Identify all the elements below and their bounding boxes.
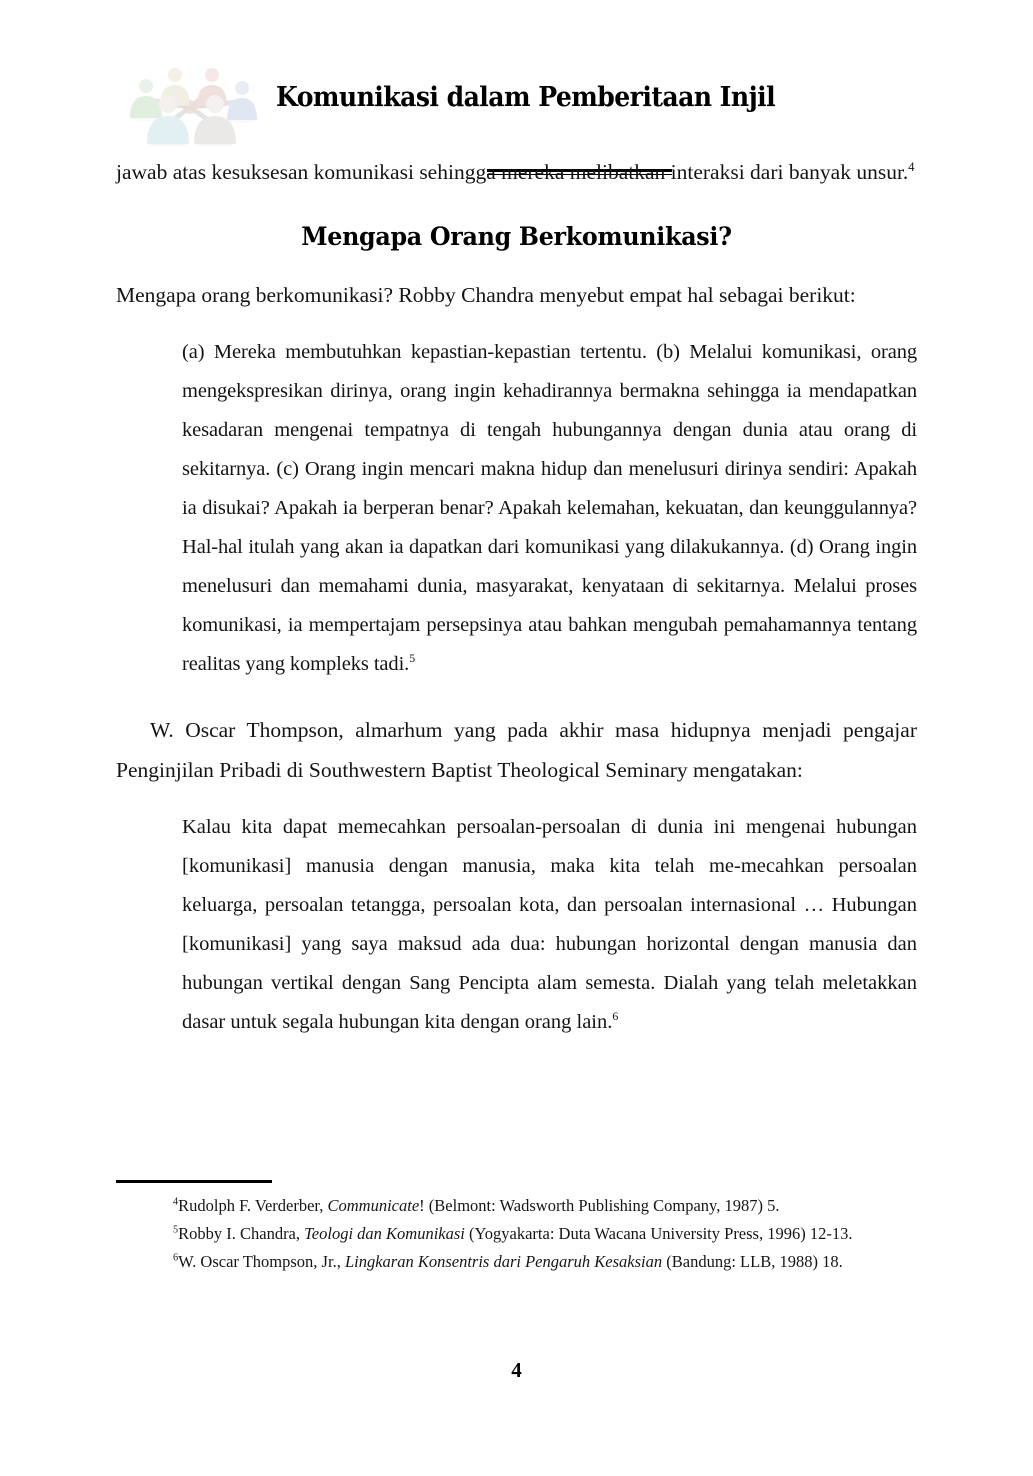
body-text-column	[116, 152, 917, 1042]
footnote-number: 5	[173, 1224, 179, 1236]
footnote-title: Lingkaran Konsentris dari Pengaruh Kesaksian	[344, 1252, 663, 1271]
section-heading: Mengapa Orang Berkomunikasi?	[301, 222, 732, 251]
blockquote-thompson	[116, 808, 917, 1042]
footnote-item	[113, 1249, 925, 1275]
continued-paragraph-text: jawab atas kesuksesan komunikasi sehingga mereka melibatkan interaksi dari banyak unsur.	[116, 160, 909, 184]
footnote-publication: ! (Belmont: Wadsworth Publishing Company, 1987) 5.	[419, 1196, 780, 1215]
people-network-logo-icon	[116, 60, 264, 146]
footnote-title: Teologi dan Komunikasi	[304, 1224, 465, 1243]
footnote-separator-rule	[116, 1180, 272, 1183]
footnote-marker-5: 5	[409, 651, 416, 666]
footnote-item	[113, 1193, 925, 1219]
footnote-title: Communicate	[327, 1196, 420, 1215]
footnote-publication: (Yogyakarta: Duta Wacana University Press, 1996) 12-13.	[464, 1224, 853, 1243]
blockquote-chandra-text: (a) Mereka membutuhkan kepastian-kepastian tertentu. (b) Melalui komunikasi, orang mengekspresikan dirinya, orang ingin kehadirannya bermakna sehingga ia mendapatkan kesadaran mengenai tempatnya di tengah hubungannya dengan dunia atau orang di sekitarnya. (c) Orang ingin mencari makna hidup dan menelusuri dirinya sendiri: Apakah ia disukai? Apakah ia berperan benar? Apakah kelemahan, kekuatan, dan keunggulannya? Hal-hal itulah yang akan ia dapatkan dari komunikasi yang dilakukannya. (d) Orang ingin menelusuri dan memahami dunia, masyarakat, kenyataan di sekitarnya. Melalui proses komunikasi, ia mempertajam persepsinya atau bahkan mengubah pemahamannya tentang realitas yang kompleks tadi.	[182, 341, 917, 675]
footnotes-section	[113, 1180, 925, 1275]
blockquote-chandra	[116, 333, 917, 684]
spacer	[116, 684, 917, 710]
footnote-author: Rudolph F. Verderber,	[178, 1196, 328, 1215]
blockquote-thompson-text: Kalau kita dapat memecahkan persoalan-persoalan di dunia ini mengenai hubungan [komunikasi] manusia dengan manusia, maka kita telah me-mecahkan persoalan keluarga, persoalan tetangga, persoalan kota, dan persoalan internasional … Hubungan [komunikasi] yang saya maksud ada dua: hubungan horizontal dengan manusia dan hubungan vertikal dengan Sang Pencipta alam semesta. Dialah yang telah meletakkan dasar untuk segala hubungan kita dengan orang lain.	[182, 816, 917, 1033]
thompson-paragraph: W. Oscar Thompson, almarhum yang pada akhir masa hidupnya menjadi pengajar Penginjilan Pribadi di Southwestern Baptist Theological Seminary mengatakan:	[116, 718, 917, 782]
running-header	[116, 58, 926, 150]
footnote-author: W. Oscar Thompson, Jr.,	[178, 1252, 345, 1271]
continued-paragraph	[116, 152, 917, 192]
footnote-number: 6	[173, 1252, 179, 1264]
footnote-marker-4: 4	[908, 159, 915, 174]
header-title: Komunikasi dalam Pemberitaan Injil	[276, 82, 776, 113]
footnote-author: Robby I. Chandra,	[178, 1224, 305, 1243]
intro-paragraph: Mengapa orang berkomunikasi? Robby Chandra menyebut empat hal sebagai berikut:	[116, 283, 856, 307]
footnote-number: 4	[173, 1196, 179, 1208]
footnote-marker-6: 6	[612, 1009, 619, 1024]
page-number: 4	[511, 1358, 522, 1382]
footnote-publication: (Bandung: LLB, 1988) 18.	[662, 1252, 843, 1271]
footnote-item	[113, 1221, 925, 1247]
